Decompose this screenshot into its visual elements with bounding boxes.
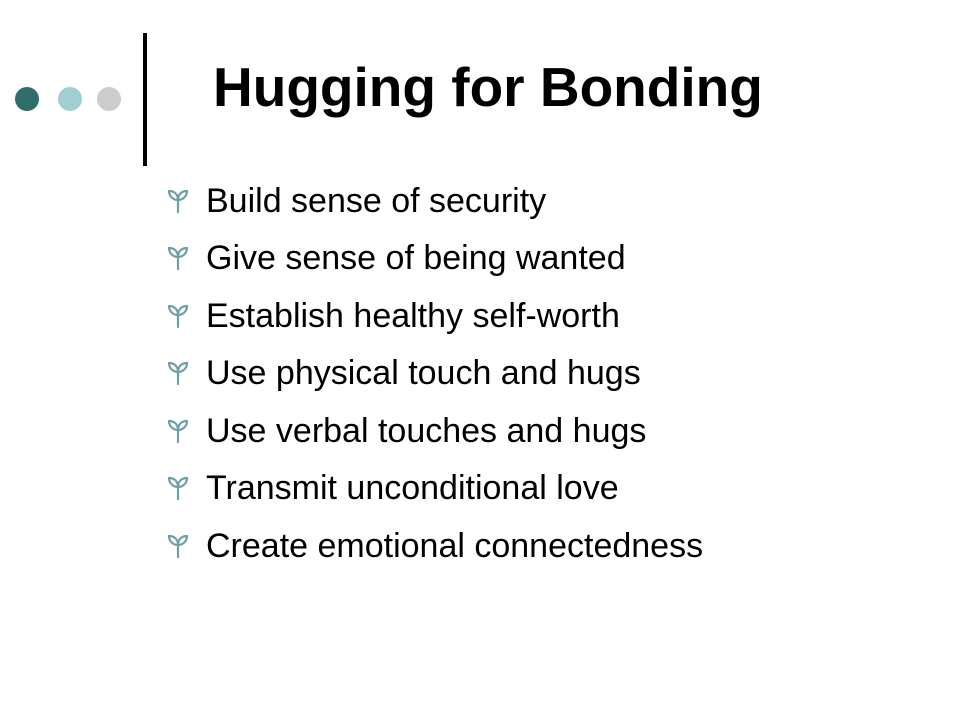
- bullet-list: [165, 172, 703, 575]
- bullet-item: [165, 287, 703, 345]
- bullet-text: Use verbal touches and hugs: [206, 411, 647, 450]
- bullet-item: [165, 230, 703, 288]
- sprout-icon: [165, 245, 191, 271]
- sprout-icon: [165, 303, 191, 329]
- bullet-item: [165, 172, 703, 230]
- bullet-text: Create emotional connectedness: [206, 526, 704, 565]
- bullet-text: Transmit unconditional love: [206, 469, 619, 508]
- sprout-icon: [165, 188, 191, 214]
- title-divider: [143, 33, 147, 166]
- bullet-item: [165, 402, 703, 460]
- bullet-text: Establish healthy self-worth: [206, 296, 620, 335]
- bullet-item: [165, 345, 703, 403]
- sprout-icon: [165, 360, 191, 386]
- bullet-text: Use physical touch and hugs: [206, 354, 641, 393]
- sprout-icon: [165, 418, 191, 444]
- decor-dot-gray: [97, 87, 121, 111]
- decor-dot-light: [58, 87, 82, 111]
- slide-title: Hugging for Bonding: [213, 56, 763, 118]
- decor-dot-dark: [15, 87, 39, 111]
- bullet-item: [165, 517, 703, 575]
- sprout-icon: [165, 533, 191, 559]
- bullet-text: Give sense of being wanted: [206, 239, 626, 278]
- bullet-item: [165, 460, 703, 518]
- bullet-text: Build sense of security: [206, 181, 547, 220]
- sprout-icon: [165, 475, 191, 501]
